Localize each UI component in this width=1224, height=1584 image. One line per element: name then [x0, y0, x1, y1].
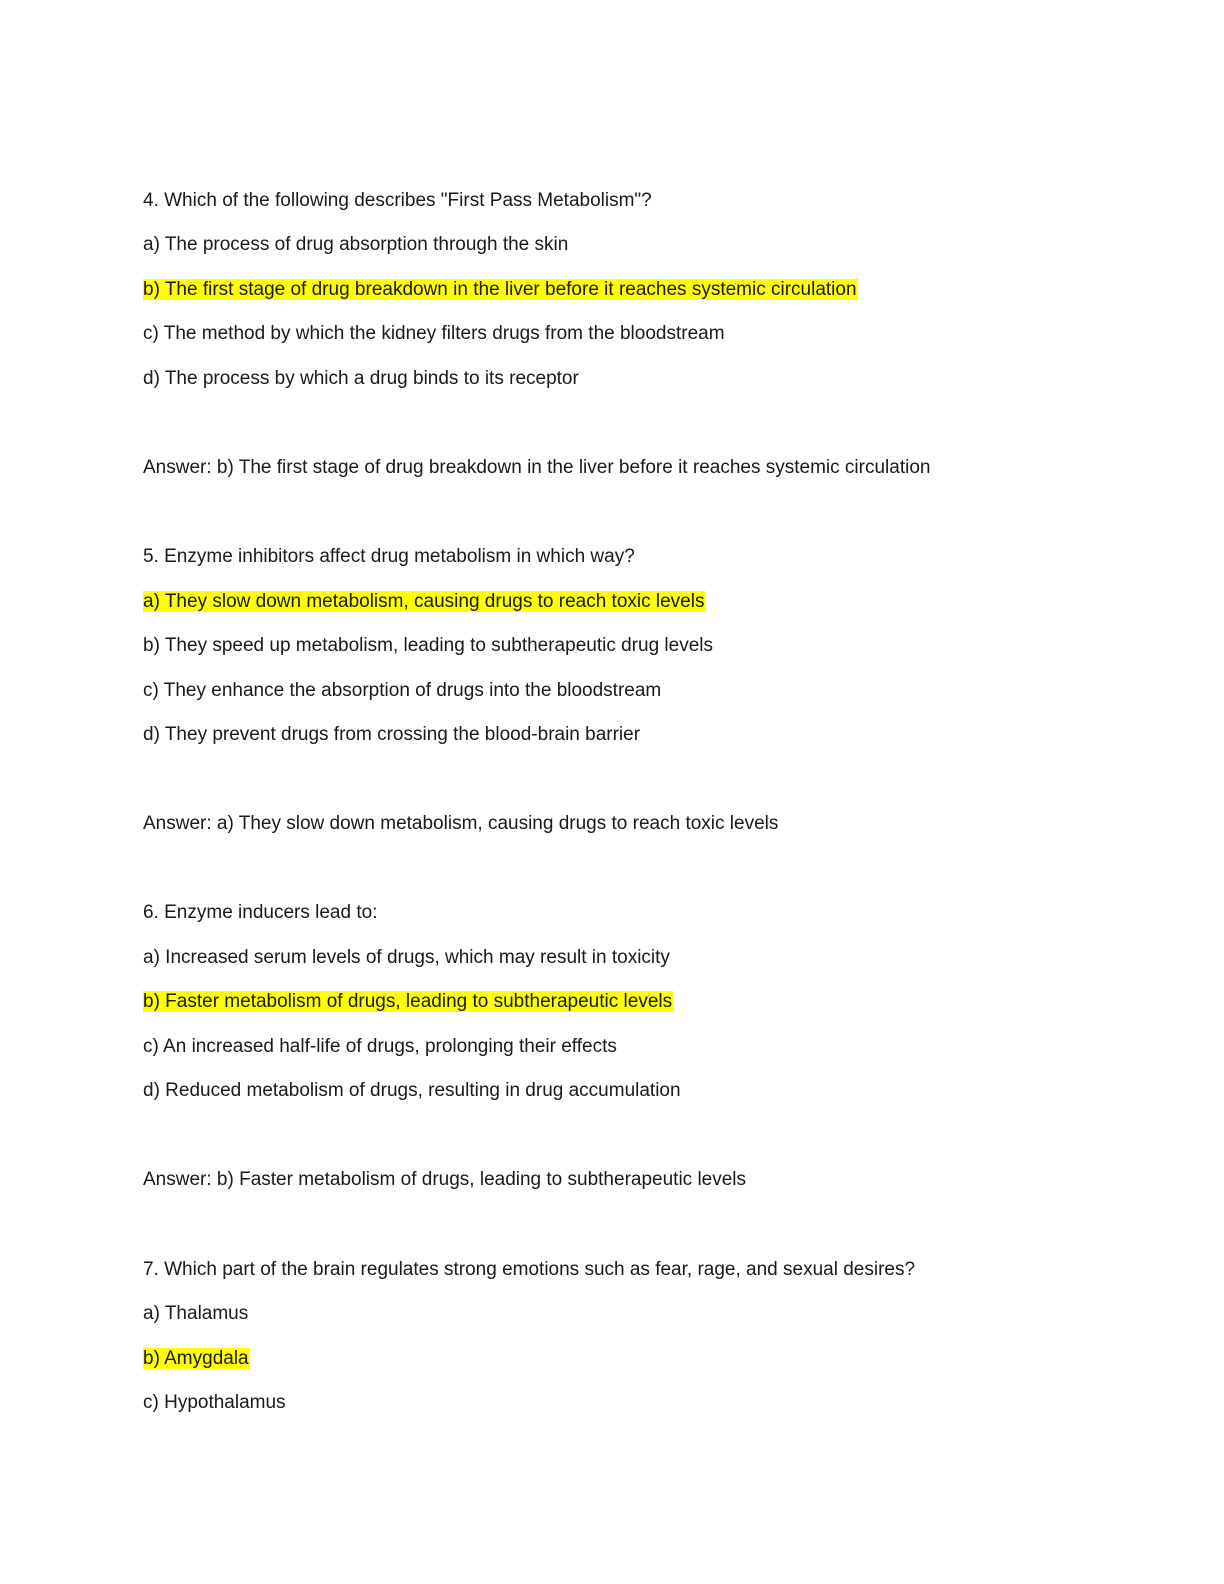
- question-4-answer: Answer: b) The first stage of drug breakdown in the liver before it reaches systemic circulation: [143, 457, 931, 478]
- question-7-option-a: a) Thalamus: [143, 1303, 249, 1324]
- question-4-text: 4. Which of the following describes "First Pass Metabolism"?: [143, 190, 652, 211]
- question-6-option-d: d) Reduced metabolism of drugs, resulting in drug accumulation: [143, 1080, 681, 1101]
- question-7-option-b-highlighted: b) Amygdala: [143, 1348, 249, 1369]
- question-5-option-b: b) They speed up metabolism, leading to subtherapeutic drug levels: [143, 635, 713, 656]
- question-4-option-a: a) The process of drug absorption through the skin: [143, 234, 569, 255]
- question-5-answer: Answer: a) They slow down metabolism, causing drugs to reach toxic levels: [143, 813, 779, 834]
- question-4-option-d: d) The process by which a drug binds to its receptor: [143, 368, 579, 389]
- question-5-text: 5. Enzyme inhibitors affect drug metabolism in which way?: [143, 546, 635, 567]
- question-5-option-d: d) They prevent drugs from crossing the blood-brain barrier: [143, 724, 641, 745]
- question-7-text: 7. Which part of the brain regulates strong emotions such as fear, rage, and sexual desires?: [143, 1259, 916, 1280]
- question-4-option-c: c) The method by which the kidney filters drugs from the bloodstream: [143, 323, 725, 344]
- question-6-option-a: a) Increased serum levels of drugs, which may result in toxicity: [143, 947, 670, 968]
- question-6-option-b-highlighted: b) Faster metabolism of drugs, leading to subtherapeutic levels: [143, 991, 673, 1012]
- question-6-text: 6. Enzyme inducers lead to:: [143, 902, 378, 923]
- question-5-option-c: c) They enhance the absorption of drugs into the bloodstream: [143, 680, 662, 701]
- question-6-answer: Answer: b) Faster metabolism of drugs, leading to subtherapeutic levels: [143, 1169, 747, 1190]
- question-4-option-b-highlighted: b) The first stage of drug breakdown in the liver before it reaches systemic circulation: [143, 279, 857, 300]
- question-6-option-c: c) An increased half-life of drugs, prolonging their effects: [143, 1036, 617, 1057]
- question-7-option-c: c) Hypothalamus: [143, 1392, 286, 1413]
- question-5-option-a-highlighted: a) They slow down metabolism, causing drugs to reach toxic levels: [143, 591, 705, 612]
